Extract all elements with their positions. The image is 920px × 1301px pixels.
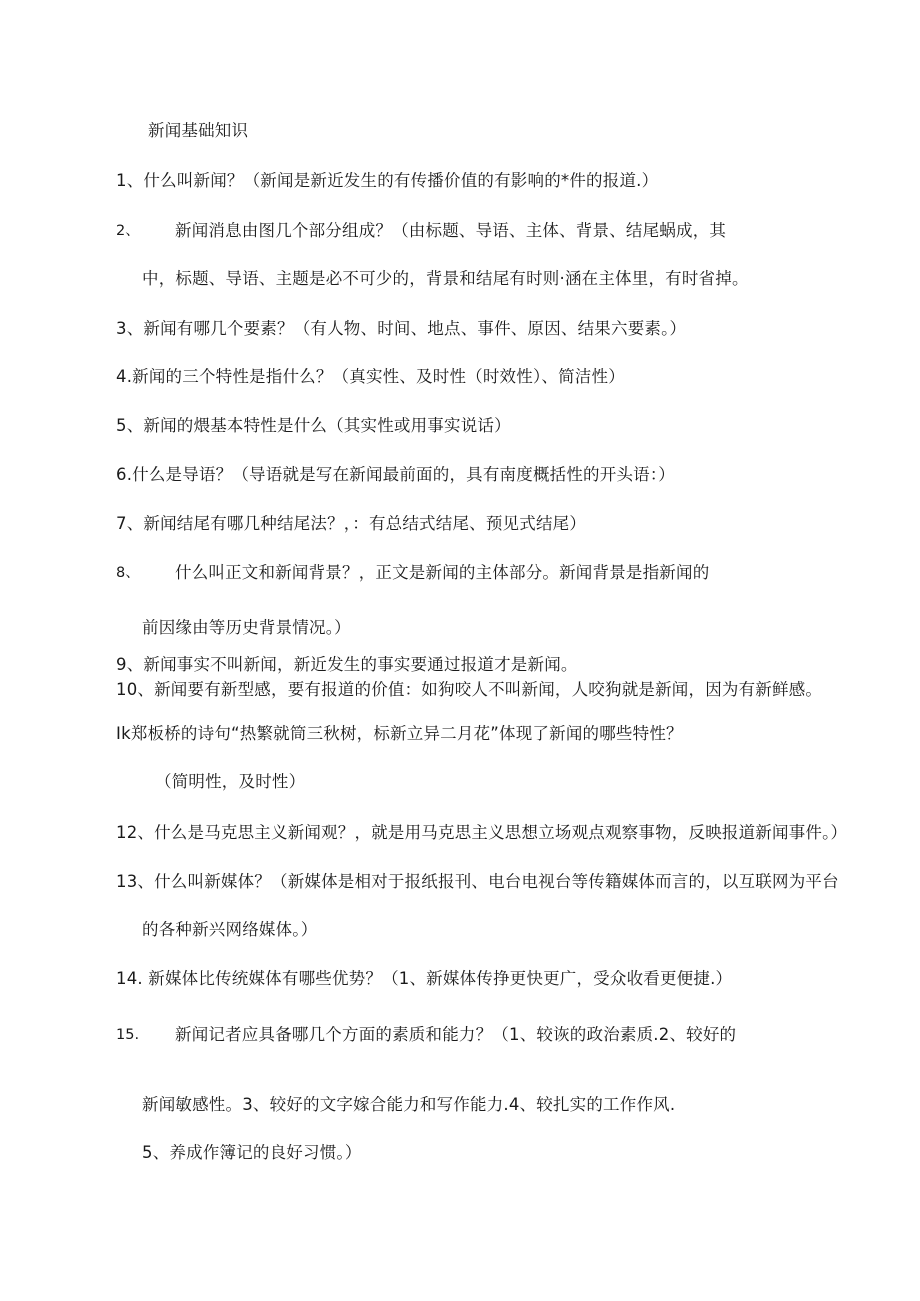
question-15: 新闻记者应具备哪几个方面的素质和能力？（1、较诙的政治素质.2、较好的 xyxy=(175,1025,737,1044)
question-15-continuation-2: 5、养成作簿记的良好习惯。） xyxy=(142,1143,362,1162)
question-2-continuation: 中，标题、导语、主题是必不可少的，背景和结尾有时则·涵在主体里，有时省掉。 xyxy=(142,269,749,288)
question-8: 什么叫正文和新闻背景？，正文是新闻的主体部分。新闻背景是指新闻的 xyxy=(175,563,710,582)
question-7: 7、新闻结尾有哪几种结尾法？，：有总结式结尾、预见式结尾） xyxy=(116,514,587,533)
page-title: 新闻基础知识 xyxy=(148,121,249,140)
question-9: 9、新闻事实不叫新闻，新近发生的事实要通过报道才是新闻。 xyxy=(116,655,578,674)
question-8-number: 8、 xyxy=(116,565,140,581)
question-2-number: 2、 xyxy=(116,223,140,239)
question-14: 14. 新媒体比传统媒体有哪些优势？（1、新媒体传挣更快更广，受众收看更便捷.） xyxy=(116,969,733,988)
question-5: 5、新闻的煨基本特性是什么（其实性或用事实说话） xyxy=(116,416,511,435)
question-2: 新闻消息由图几个部分组成？（由标题、导语、主体、背景、结尾蜗成，其 xyxy=(175,221,727,240)
question-3: 3、新闻有哪几个要素？（有人物、时间、地点、事件、原因、结果六要素。） xyxy=(116,319,687,338)
question-15-continuation: 新闻敏感性。3、较好的文字嫁合能力和写作能力.4、较扎实的工作作风. xyxy=(142,1095,676,1114)
question-10: 10、新闻要有新型感，要有报道的价值：如狗咬人不叫新闻，人咬狗就是新闻，因为有新鲜感。 xyxy=(116,680,823,699)
question-1: 1、什么叫新闻？（新闻是新近发生的有传播价值的有影响的*件的报道.） xyxy=(116,171,659,190)
question-11: Ik郑板桥的诗句“热繁就筒三秋树，标新立异二月花”体现了新闻的哪些特性？ xyxy=(116,724,683,743)
question-11-continuation: （简明性，及时性） xyxy=(155,772,306,791)
question-15-number: 15. xyxy=(116,1027,140,1043)
question-6: 6.什么是导语？（导语就是写在新闻最前面的，具有南度概括性的开头语：） xyxy=(116,465,675,484)
question-12: 12、什么是马克思主义新闻观？，就是用马克思主义思想立场观点观察事物，反映报道新闻事件。） xyxy=(116,823,848,842)
question-8-continuation: 前因缘由等历史背景情况。） xyxy=(142,618,351,637)
question-4: 4.新闻的三个特性是指什么？（真实性、及时性（时效性）、简洁性） xyxy=(116,367,625,386)
question-13: 13、什么叫新媒体？（新媒体是相对于报纸报刊、电台电视台等传籍媒体而言的，以互联网为平台 xyxy=(116,872,839,891)
question-13-continuation: 的各种新兴网络媒体。） xyxy=(142,920,318,939)
